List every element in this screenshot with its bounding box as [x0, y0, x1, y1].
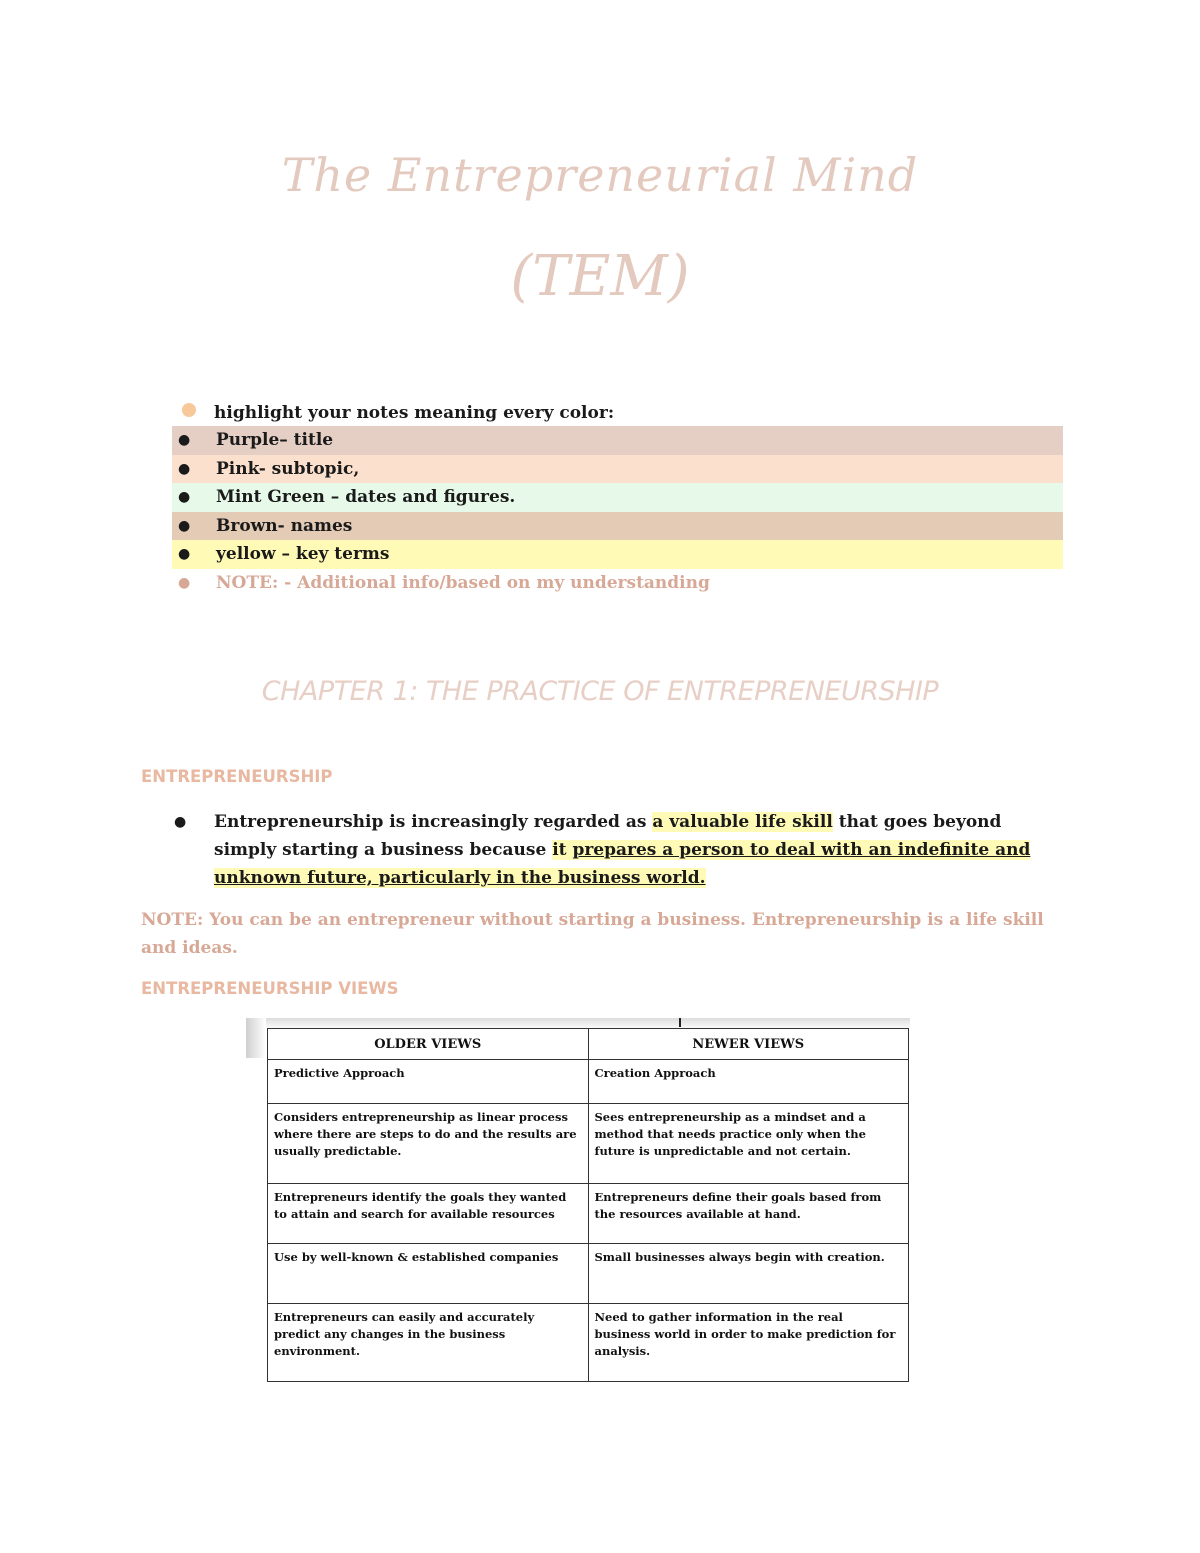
table-cell: Sees entrepreneurship as a mindset and a method that needs practice only when the future is unpredictable and not certain.: [588, 1104, 909, 1184]
bullet-text: [214, 808, 1052, 892]
bullet-icon: ●: [178, 489, 191, 506]
legend-item-note: [172, 569, 1063, 598]
bullet-icon: ●: [178, 460, 191, 477]
table-row: [268, 1184, 909, 1244]
section-heading-views: ENTREPRENEURSHIP VIEWS: [141, 979, 399, 998]
legend-item-brown: [172, 512, 1063, 541]
legend-item-label: Pink- subtopic,: [216, 458, 360, 479]
bullet-icon: ●: [178, 546, 191, 563]
color-legend-list: [172, 426, 1063, 597]
table-cell: Need to gather information in the real business world in order to make prediction for analysis.: [588, 1304, 909, 1382]
table-cell: Predictive Approach: [268, 1060, 589, 1104]
legend-item-pink: [172, 455, 1063, 484]
text-run: Entrepreneurship is increasingly regarded as: [214, 812, 653, 832]
bullet-icon: ●: [174, 814, 187, 830]
legend-item-mint: [172, 483, 1063, 512]
table-cell: Small businesses always begin with creation.: [588, 1244, 909, 1304]
table-cell: Entrepreneurs can easily and accurately predict any changes in the business environment.: [268, 1304, 589, 1382]
legend-item-label: Mint Green – dates and figures.: [216, 487, 516, 508]
table-cell: Use by well-known & established companies: [268, 1244, 589, 1304]
views-comparison-table: [267, 1028, 909, 1382]
legend-item-label: yellow – key terms: [216, 544, 390, 565]
underlined-key-phrase: prepares a person to deal with an indefinite and unknown future, particularly in the business world.: [214, 840, 1031, 888]
document-subtitle: (TEM): [510, 244, 690, 309]
legend-item-label: Purple– title: [216, 430, 334, 451]
note-paragraph: NOTE: You can be an entrepreneur without starting a business. Entrepreneurship is a life skill and ideas.: [141, 910, 1044, 958]
scan-mark: [679, 1018, 681, 1027]
column-header-older: OLDER VIEWS: [268, 1029, 589, 1060]
chapter-heading: CHAPTER 1: THE PRACTICE OF ENTREPRENEURSHIP: [261, 676, 939, 707]
document-title: The Entrepreneurial Mind: [281, 148, 919, 202]
legend-item-label: Brown- names: [216, 515, 353, 536]
legend-intro: [182, 400, 614, 426]
key-term-highlight: a valuable life skill: [652, 812, 833, 832]
list-item: [172, 808, 1052, 892]
table-row: [268, 1060, 909, 1104]
text-run: that goes beyond simply starting a business because: [214, 812, 1002, 860]
table-row: [268, 1304, 909, 1382]
bullet-icon: ●: [178, 432, 191, 449]
table-cell: Creation Approach: [588, 1060, 909, 1104]
bullet-icon: ●: [178, 574, 191, 591]
text-run: it: [552, 840, 573, 860]
section-heading-entrepreneurship: ENTREPRENEURSHIP: [141, 767, 333, 786]
entrepreneurship-bullets: [172, 808, 1052, 892]
table-cell: Considers entrepreneurship as linear process where there are steps to do and the results are usually predictable.: [268, 1104, 589, 1184]
table-cell: Entrepreneurs define their goals based from the resources available at hand.: [588, 1184, 909, 1244]
legend-item-label: NOTE: - Additional info/based on my understanding: [216, 572, 710, 593]
scan-shadow: [246, 1018, 266, 1058]
views-table-image: [246, 1018, 910, 1390]
circle-bullet-icon: [182, 403, 196, 417]
bullet-icon: ●: [178, 517, 191, 534]
table-header-row: [268, 1029, 909, 1060]
legend-item-yellow: [172, 540, 1063, 569]
column-header-newer: NEWER VIEWS: [588, 1029, 909, 1060]
table-row: [268, 1104, 909, 1184]
legend-intro-text: highlight your notes meaning every color:: [214, 403, 615, 423]
legend-item-purple: [172, 426, 1063, 455]
table-cell: Entrepreneurs identify the goals they wanted to attain and search for available resources: [268, 1184, 589, 1244]
table-row: [268, 1244, 909, 1304]
